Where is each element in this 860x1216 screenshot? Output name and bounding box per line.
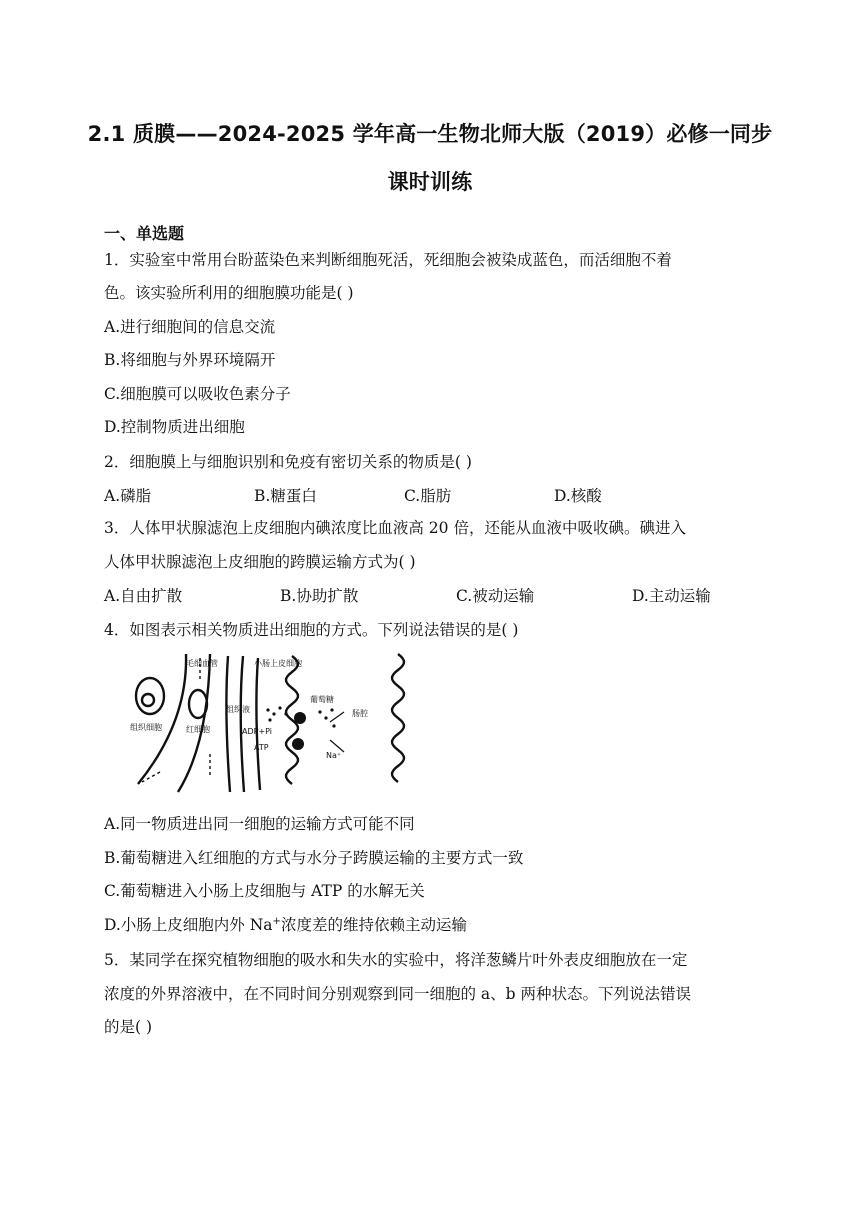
figure-label-na: Na⁺ (326, 751, 342, 760)
membrane-transport-figure (130, 652, 430, 794)
q1-option-a: A.进行细胞间的信息交流 (104, 318, 276, 336)
figure-label-intestinal-cell: 小肠上皮细胞 (254, 659, 302, 668)
figure-label-lumen: 肠腔 (352, 709, 368, 718)
q2-option-d: D.核酸 (554, 487, 602, 505)
q1-option-c: C.细胞膜可以吸收色素分子 (104, 385, 291, 403)
q3-stem-line-1: 3．人体甲状腺滤泡上皮细胞内碘浓度比血液高 20 倍，还能从血液中吸收碘。碘进入 (104, 519, 686, 537)
figure-label-glucose: 葡萄糖 (310, 695, 334, 704)
q4-option-b: B.葡萄糖进入红细胞的方式与水分子跨膜运输的主要方式一致 (104, 849, 524, 867)
q5-stem-line-2: 浓度的外界溶液中，在不同时间分别观察到同一细胞的 a、b 两种状态。下列说法错误 (104, 985, 692, 1003)
document-title-line-2: 课时训练 (387, 170, 473, 194)
figure-label-atp: ATP (254, 743, 269, 752)
q2-option-a: A.磷脂 (104, 487, 152, 505)
q3-stem-line-2: 人体甲状腺滤泡上皮细胞的跨膜运输方式为( ) (104, 553, 416, 571)
q5-stem-line-1: 5．某同学在探究植物细胞的吸水和失水的实验中，将洋葱鳞片叶外表皮细胞放在一定 (104, 951, 688, 969)
q1-option-b: B.将细胞与外界环境隔开 (104, 351, 276, 369)
q2-stem: 2．细胞膜上与细胞识别和免疫有密切关系的物质是( ) (104, 453, 472, 471)
figure-label-tissue-fluid: 组织液 (226, 705, 250, 714)
q3-option-a: A.自由扩散 (104, 587, 183, 605)
q3-option-b: B.协助扩散 (280, 587, 359, 605)
q1-option-d: D.控制物质进出细胞 (104, 418, 245, 436)
q3-option-c: C.被动运输 (456, 587, 535, 605)
document-title-line-1: 2.1 质膜——2024-2025 学年高一生物北师大版（2019）必修一同步 (87, 122, 773, 146)
q4-option-d-tail: 浓度差的维持依赖主动运输 (280, 916, 467, 934)
figure-label-adp: ADP+Pi (242, 727, 273, 736)
q4-option-a: A.同一物质进出同一细胞的运输方式可能不同 (104, 815, 415, 833)
figure-label-capillary: 毛细血管 (186, 659, 218, 668)
q2-option-c: C.脂肪 (404, 487, 452, 505)
q5-stem-line-3: 的是( ) (104, 1018, 153, 1036)
section-heading: 一、单选题 (104, 224, 185, 243)
q3-option-d: D.主动运输 (632, 587, 711, 605)
figure-label-red-cell: 红细胞 (186, 725, 210, 734)
q4-stem: 4．如图表示相关物质进出细胞的方式。下列说法错误的是( ) (104, 621, 519, 639)
q4-option-d (104, 913, 467, 935)
q4-option-d-head: D.小肠上皮细胞内外 Na (104, 916, 273, 934)
figure-label-tissue-cell: 组织细胞 (130, 723, 162, 732)
q2-option-b: B.糖蛋白 (254, 487, 317, 505)
q1-stem-line-1: 1．实验室中常用台盼蓝染色来判断细胞死活，死细胞会被染成蓝色，而活细胞不着 (104, 251, 672, 269)
q1-stem-line-2: 色。该实验所利用的细胞膜功能是( ) (104, 284, 354, 302)
q4-option-c: C.葡萄糖进入小肠上皮细胞与 ATP 的水解无关 (104, 882, 425, 900)
q4-option-d-sup: + (272, 915, 281, 927)
